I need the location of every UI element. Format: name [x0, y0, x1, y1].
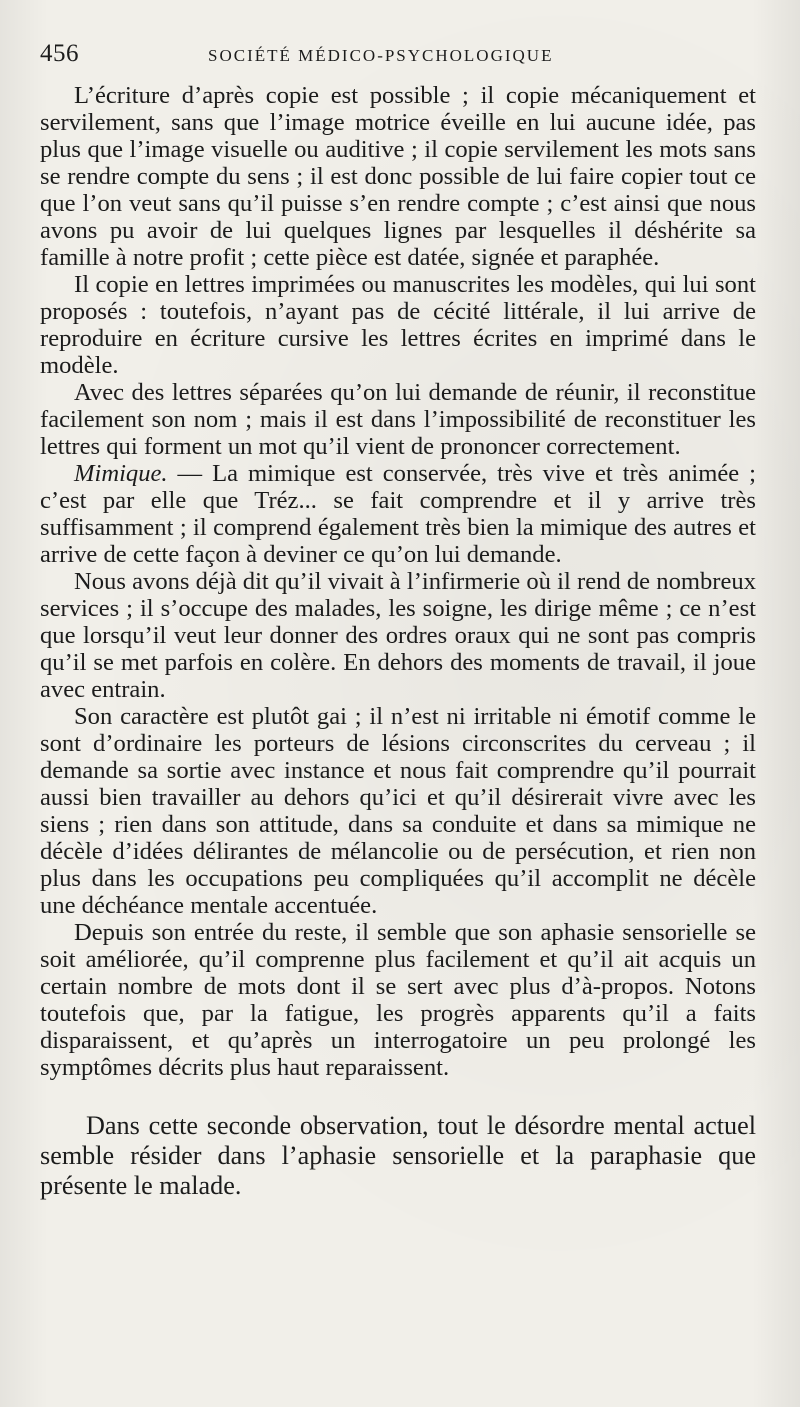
running-head	[40, 36, 756, 76]
paragraph-mimique	[40, 460, 756, 568]
body-text	[40, 82, 756, 1081]
mimique-heading: Mimique.	[74, 460, 168, 487]
closing-paragraph: Dans cette seconde observation, tout le désordre mental actuel semble résider dans l’aphasie sensorielle et la paraphasie que présente le malade.	[40, 1111, 756, 1200]
running-title: SOCIÉTÉ MÉDICO-PSYCHOLOGIQUE	[208, 46, 554, 65]
paragraph-infirmerie: Nous avons déjà dit qu’il vivait à l’infirmerie où il rend de nombreux services ; il s’occupe des malades, les soigne, les dirige même ; ce n’est que lorsqu’il veut leur donner des ordres oraux qui ne sont pas compris qu’il se met parfois en colère. En dehors des moments de travail, il joue avec entrain.	[40, 568, 756, 703]
paragraph-lettres-separees: Avec des lettres séparées qu’on lui demande de réunir, il reconstitue facilement son nom ; mais il est dans l’impossibilité de reconstituer les lettres qui forment un mot qu’il vient de prononcer correctement.	[40, 379, 756, 460]
paragraph-copie: L’écriture d’après copie est possible ; il copie mécaniquement et servilement, sans que l’image motrice éveille en lui aucune idée, pas plus que l’image visuelle ou auditive ; il copie servilement les mots sans se rendre compte du sens ; il est donc possible de lui faire copier tout ce que l’on veut sans qu’il puisse s’en rendre compte ; c’est ainsi que nous avons pu avoir de lui quelques lignes par lesquelles il déshérite sa famille à notre profit ; cette pièce est datée, signée et paraphée.	[40, 82, 756, 271]
paragraph-amelioration: Depuis son entrée du reste, il semble que son aphasie sensorielle se soit améliorée, qu’il comprenne plus facilement et qu’il ait acquis un certain nombre de mots dont il se sert avec plus d’à-propos. Notons toutefois que, par la fatigue, les progrès apparents qu’il a faits disparaissent, et qu’après un interrogatoire un peu prolongé les symptômes décrits plus haut reparaissent.	[40, 919, 756, 1081]
paragraph-caractere: Son caractère est plutôt gai ; il n’est ni irritable ni émotif comme le sont d’ordinaire les porteurs de lésions circonscrites du cerveau ; il demande sa sortie avec instance et nous fait comprendre qu’il pourrait aussi bien travailler au dehors qu’ici et qu’il désirerait vivre avec les siens ; rien dans son attitude, dans sa conduite et dans sa mimique ne décèle d’idées délirantes de mélancolie ou de persécution, et rien non plus dans les occupations peu compliquées qu’il accomplit ne décèle une déchéance mentale accentuée.	[40, 703, 756, 919]
page-number: 456	[40, 40, 79, 67]
paragraph-lettres-imprimees: Il copie en lettres imprimées ou manuscrites les modèles, qui lui sont proposés : toutefois, n’ayant pas de cécité littérale, il lui arrive de reproduire en écriture cursive les lettres écrites en imprimé dans le modèle.	[40, 271, 756, 379]
closing-section	[40, 1111, 756, 1201]
mimique-text: — La mimique est conservée, très vive et très animée ; c’est par elle que Tréz... se fait comprendre et il y arrive très suffisamment ; il comprend également très bien la mimique des autres et arrive de cette façon à deviner ce qu’on lui demande.	[40, 460, 756, 568]
